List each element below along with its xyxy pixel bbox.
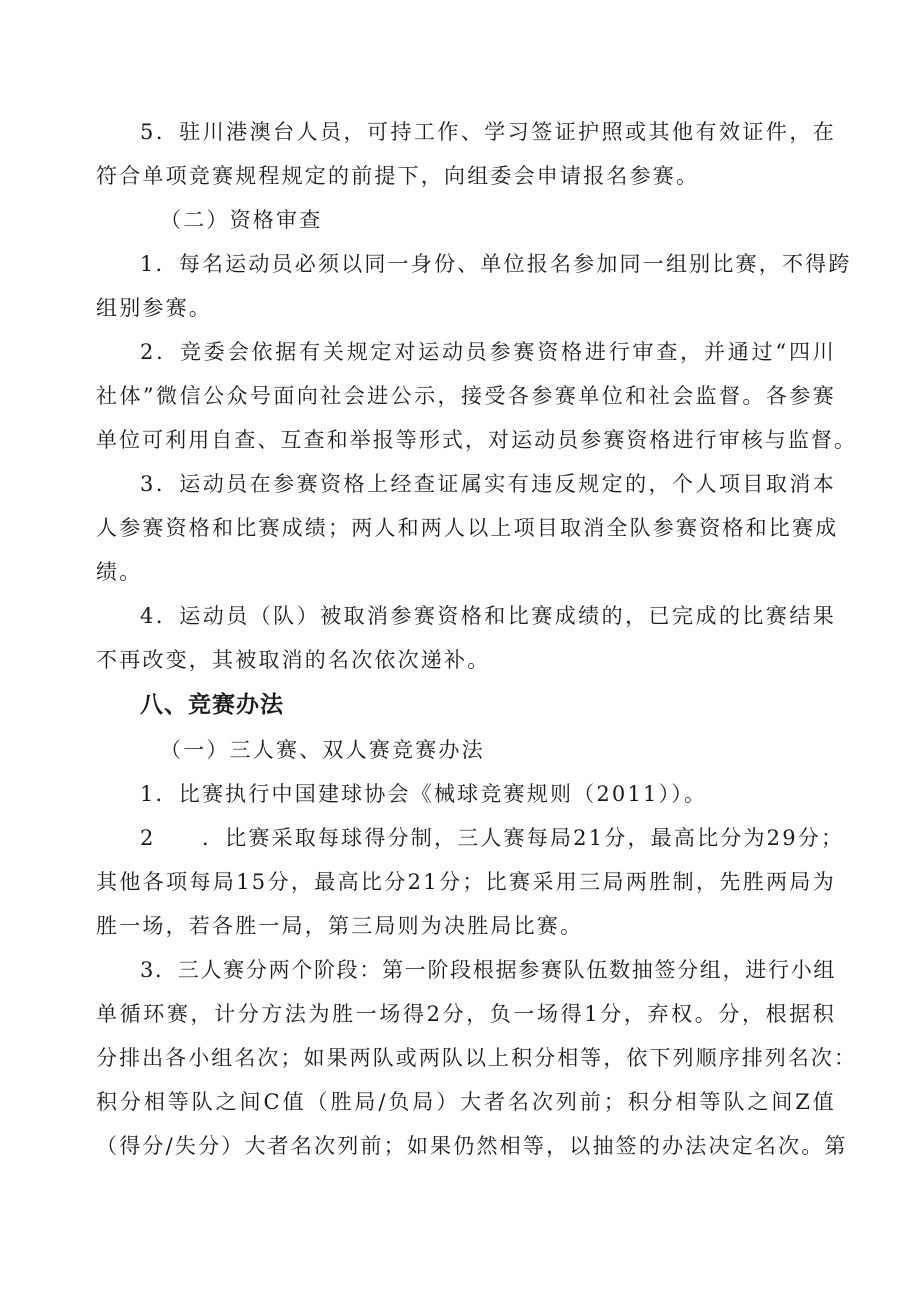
qualification-item-1-line-1: 1．每名运动员必须以同一身份、单位报名参加同一组别比赛，不得跨	[140, 252, 852, 276]
qualification-item-4-line-2: 不再改变，其被取消的名次依次递补。	[96, 648, 491, 672]
method-item-3-line-2: 单循环赛，计分方法为胜一场得2分，负一场得1分，弃权。分，根据积	[96, 1002, 836, 1026]
paragraph-5-line-1: 5．驻川港澳台人员，可持工作、学习签证护照或其他有效证件，在	[140, 120, 836, 144]
method-item-3-line-4: 积分相等队之间C值（胜局/负局）大者名次列前；积分相等队之间Z值	[96, 1090, 836, 1114]
qualification-item-3-line-1: 3．运动员在参赛资格上经查证属实有违反规定的，个人项目取消本	[140, 472, 836, 496]
method-item-2-line-2: 其他各项每局15分，最高比分21分；比赛采用三局两胜制，先胜两局为	[96, 870, 836, 894]
qualification-item-3-line-2: 人参赛资格和比赛成绩；两人和两人以上项目取消全队参赛资格和比赛成	[96, 516, 839, 540]
paragraph-5-line-2: 符合单项竞赛规程规定的前提下，向组委会申请报名参赛。	[96, 164, 700, 188]
qualification-item-2-line-1: 2．竞委会依据有关规定对运动员参赛资格进行审查，并通过“四川	[140, 340, 836, 364]
section-heading-competition-method: 八、竞赛办法	[140, 692, 284, 718]
qualification-item-3-line-3: 绩。	[96, 560, 143, 584]
method-item-2-line-3: 胜一场，若各胜一局，第三局则为决胜局比赛。	[96, 914, 584, 938]
qualification-item-1-line-2: 组别参赛。	[96, 296, 212, 320]
method-item-2-line-1: 2 ．比赛采取每球得分制，三人赛每局21分，最高比分为29分；	[140, 826, 845, 850]
qualification-item-2-line-3: 单位可利用自查、互查和举报等形式，对运动员参赛资格进行审核与监督。	[96, 428, 856, 452]
method-item-3-line-1: 3．三人赛分两个阶段：第一阶段根据参赛队伍数抽签分组，进行小组	[140, 958, 836, 982]
subsection-heading-qualification: （二）资格审查	[160, 208, 323, 232]
method-item-3-line-3: 分排出各小组名次；如果两队或两队以上积分相等，依下列顺序排列名次：	[96, 1046, 856, 1070]
qualification-item-2-line-2: 社体”微信公众号面向社会进公示，接受各参赛单位和社会监督。各参赛	[96, 384, 836, 408]
method-item-1: 1．比赛执行中国建球协会《械球竞赛规则（2011））。	[140, 782, 708, 806]
qualification-item-4-line-1: 4．运动员（队）被取消参赛资格和比赛成绩的，已完成的比赛结果	[140, 604, 836, 628]
method-item-3-line-5: （得分/失分）大者名次列前；如果仍然相等，以抽签的办法决定名次。第	[96, 1134, 848, 1158]
subsection-heading-triples-doubles: （一）三人赛、双人赛竞赛办法	[160, 738, 485, 762]
